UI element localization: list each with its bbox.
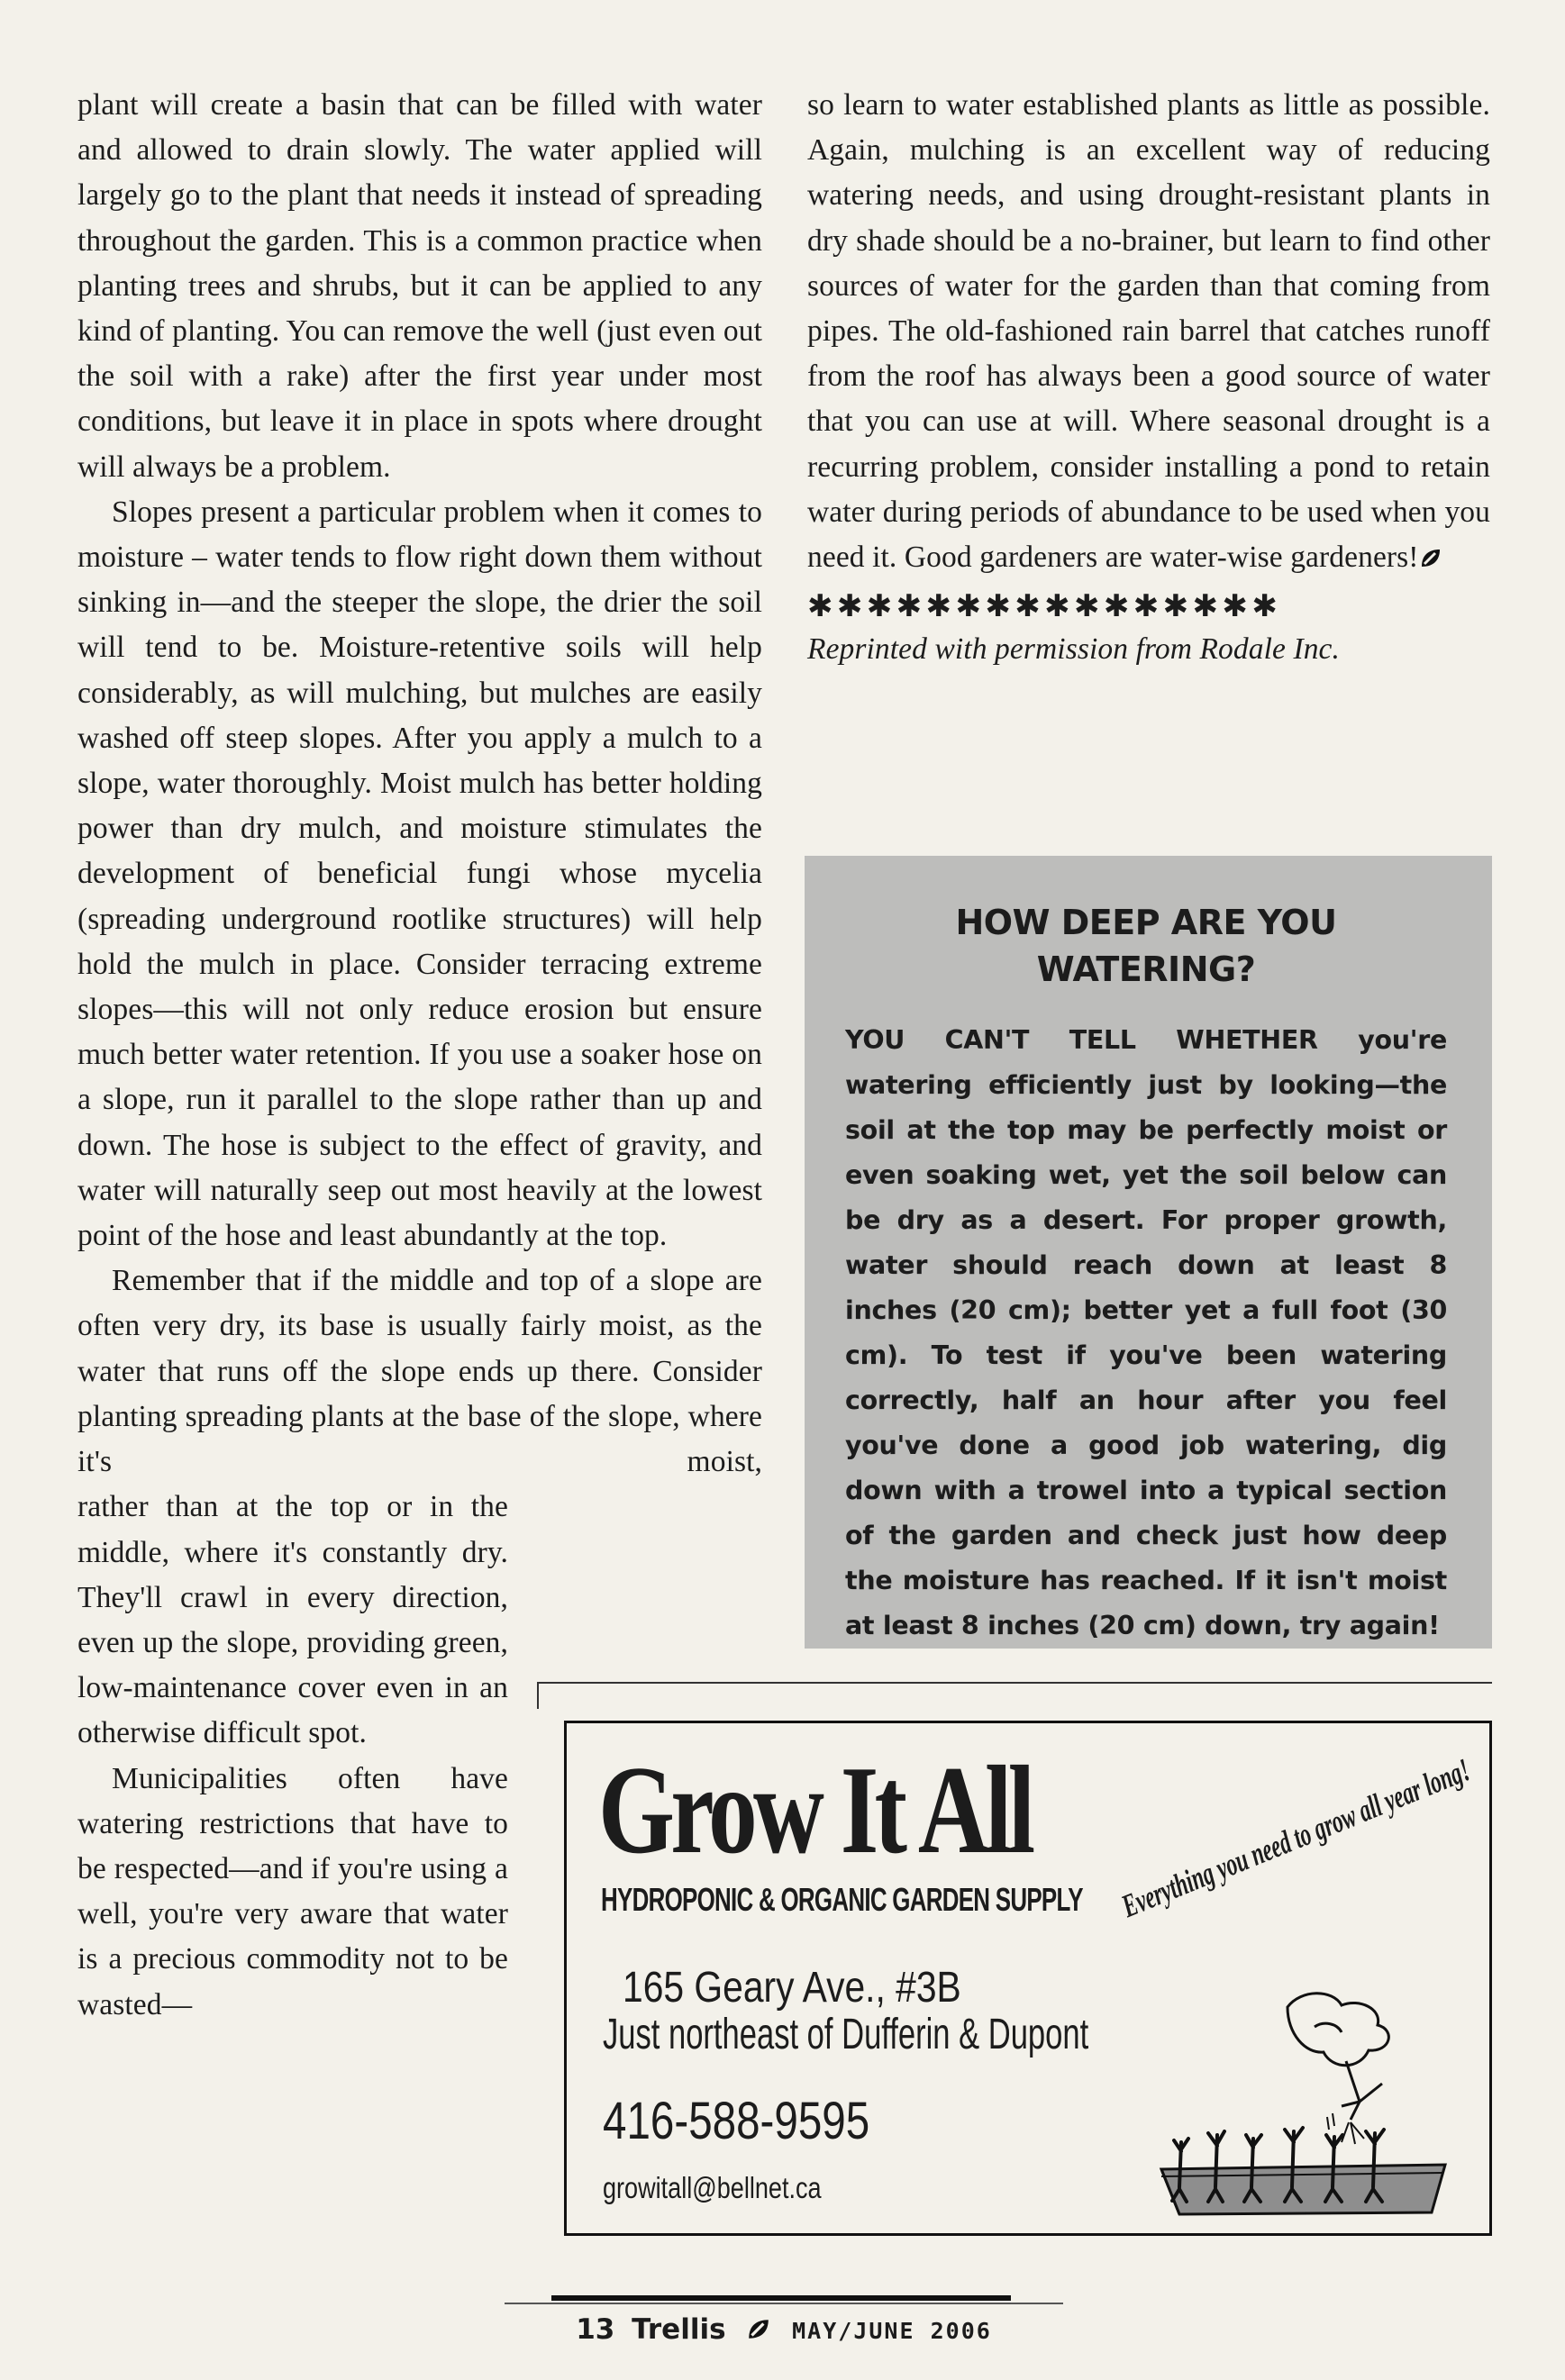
publication-name: Trellis <box>632 2313 726 2346</box>
grow-it-all-advertisement <box>564 1721 1492 2236</box>
ad-address: 165 Geary Ave., #3B <box>623 1964 961 2012</box>
ad-frame-rule <box>537 1682 1492 1684</box>
sidebar-title: HOW DEEP ARE YOU WATERING? <box>955 903 1337 989</box>
left-paragraph-3-continued: rather than at the top or in the middle, where it's constantly dry. They'll crawl in every direction, even up the slope, providing green, low-maintenance cover even in an otherwise difficult spot. <box>77 1490 508 1750</box>
sidebar-lead: YOU CAN'T TELL WHETHER <box>845 1025 1318 1055</box>
ad-title: Grow It All <box>598 1740 1032 1880</box>
reprint-credit: Reprinted with permission from Rodale Inc. <box>807 632 1341 667</box>
sidebar-text: you're watering efficiently just by looking—the soil at the top may be perfectly moist or even soaking wet, yet the soil below can be dry as a desert. For proper growth, water should reach down at least 8 inches (20 cm); better yet a full foot (30 cm). To test if you've been watering correctly, half an hour after you feel you've done a good job watering, dig down with a trowel into a typical section of the garden and check just how deep the moisture has reached. If it isn't moist at least 8 inches (20 cm) down, try again! <box>845 1025 1447 1640</box>
right-paragraph-1: so learn to water established plants as little as possible. Again, mulching is an excellent way of reducing watering needs, and using drought-resistant plants in dry shade should be a no-brainer, but learn to find other sources of water for the garden than that coming from pipes. The old-fashioned rain barrel that catches runoff from the roof has always been a good source of water that you can use at will. Where seasonal drought is a recurring problem, consider installing a pond to retain water during periods of abundance to be used when you need it. Good gardeners are water-wise gardeners! <box>807 83 1490 584</box>
ad-email: growitall@bellnet.ca <box>603 2171 822 2204</box>
watering-depth-sidebar <box>805 856 1492 1649</box>
section-separator: ✱✱✱✱✱✱✱✱✱✱✱✱✱✱✱✱ <box>807 590 1282 624</box>
sidebar-body <box>845 1018 1447 1649</box>
page-number: 13 <box>576 2313 615 2346</box>
left-paragraph-4: Municipalities often have watering restrictions that have to be respected—and if you're using a well, you're very aware that water is a precious commodity not to be wasted— <box>77 1761 508 2021</box>
left-paragraph-1: plant will create a basin that can be filled with water and allowed to drain slowly. The water applied will largely go to the plant that needs it instead of spreading throughout the garden. This is a common practice when planting trees and shrubs, but it can be applied to any kind of planting. You can remove the well (just even out the soil with a rake) after the first year under most conditions, but leave it in place in spots where drought will always be a problem. <box>77 88 762 484</box>
ad-frame-rule-vertical <box>537 1682 539 1709</box>
left-paragraph-2: Slopes present a particular problem when it comes to moisture – water tends to flow right down them without sinking in—and the steeper the slope, the drier the soil will tend to be. Moisture-retentive soils will help considerably, as will mulching, but mulches are easily washed off steep slopes. After you apply a mulch to a slope, water thoroughly. Moist mulch has better holding power than dry mulch, and moisture stimulates the development of beneficial fungi whose mycelia (spreading underground rootlike structures) will help hold the mulch in place. Consider terracing extreme slopes—this will not only reduce erosion but ensure much better water retention. If you use a soaker hose on a slope, run it parallel to the slope rather than up and down. The hose is subject to the effect of gravity, and water will naturally seep out most heavily at the lowest point of the hose and least abundantly at the top. <box>77 495 762 1253</box>
left-paragraph-3: Remember that if the middle and top of a slope are often very dry, its base is usually fairly moist, as the water that runs off the slope ends up there. Consider planting spreading plants at the base of the slope, where it's moist, <box>77 1264 762 1479</box>
trellis-leaf-icon <box>1419 539 1442 584</box>
page-footer <box>505 2313 1063 2349</box>
footer-rule-thin <box>505 2303 1063 2304</box>
ad-phone: 416-588-9595 <box>603 2092 870 2150</box>
trellis-leaf-icon <box>746 2317 771 2349</box>
footer-rule <box>551 2295 1011 2301</box>
issue-date: MAY/JUNE 2006 <box>792 2318 992 2344</box>
seedling-tray-illustration <box>891 1926 1486 2228</box>
right-column <box>807 83 1490 672</box>
ad-slogan: Everything you need to grow all year long! <box>1116 1751 1476 1925</box>
ad-subtitle: HYDROPONIC & ORGANIC GARDEN SUPPLY <box>601 1881 1083 1918</box>
ad-directions: Just northeast of Dufferin & Dupont <box>603 2011 1089 2058</box>
